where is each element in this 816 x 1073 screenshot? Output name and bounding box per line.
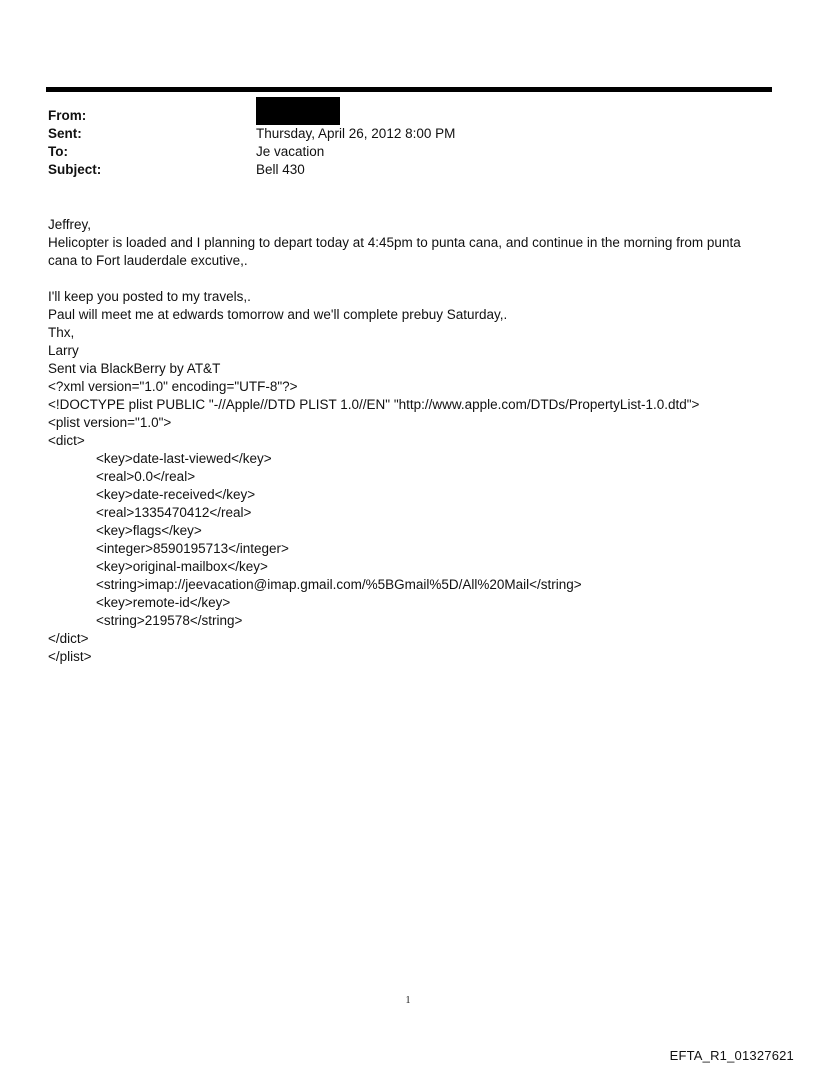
redaction-box [256,97,340,125]
plist-entry: <string>219578</string> [96,613,243,628]
to-row [48,143,748,161]
from-label: From: [48,108,87,123]
email-header [48,107,748,179]
paragraph-1-line-2: cana to Fort lauderdale excutive,. [48,253,248,268]
plist-entry: <key>original-mailbox</key> [96,559,268,574]
plist-entry: <key>date-last-viewed</key> [96,451,272,466]
to-value: Je vacation [256,144,325,159]
dict-close-tag: </dict> [48,631,89,646]
paragraph-2-line-2: Paul will meet me at edwards tomorrow and we'll complete prebuy Saturday,. [48,307,508,322]
from-row [48,107,748,125]
subject-label: Subject: [48,162,102,177]
message-body [48,216,768,666]
bates-number: EFTA_R1_01327621 [669,1048,794,1063]
sent-label: Sent: [48,126,82,141]
plist-entry: <real>1335470412</real> [96,505,252,520]
paragraph-2-line-1: I'll keep you posted to my travels,. [48,289,251,304]
doctype-line: <!DOCTYPE plist PUBLIC "-//Apple//DTD PLIST 1.0//EN" "http://www.apple.com/DTDs/PropertyList-1.0.dtd"> [48,397,700,412]
sent-value: Thursday, April 26, 2012 8:00 PM [256,126,456,141]
blank-line [48,270,768,288]
plist-open-tag: <plist version="1.0"> [48,415,172,430]
page-number: 1 [405,995,411,1006]
paragraph-1-line-1: Helicopter is loaded and I planning to depart today at 4:45pm to punta cana, and continue in the morning from punta [48,235,741,250]
signature-line: Larry [48,343,79,358]
plist-entry: <string>imap://jeevacation@imap.gmail.com/%5BGmail%5D/All%20Mail</string> [96,577,582,592]
plist-entry: <key>remote-id</key> [96,595,231,610]
dict-open-tag: <dict> [48,433,85,448]
plist-entry: <key>flags</key> [96,523,202,538]
header-rule [46,87,772,92]
greeting: Jeffrey, [48,217,92,232]
plist-entry: <real>0.0</real> [96,469,196,484]
plist-entry: <key>date-received</key> [96,487,256,502]
subject-row [48,161,748,179]
sent-via-line: Sent via BlackBerry by AT&T [48,361,221,376]
plist-close-tag: </plist> [48,649,92,664]
subject-value: Bell 430 [256,162,305,177]
plist-entry: <integer>8590195713</integer> [96,541,289,556]
to-label: To: [48,144,68,159]
thanks-line: Thx, [48,325,75,340]
xml-declaration: <?xml version="1.0" encoding="UTF-8"?> [48,379,298,394]
sent-row [48,125,748,143]
